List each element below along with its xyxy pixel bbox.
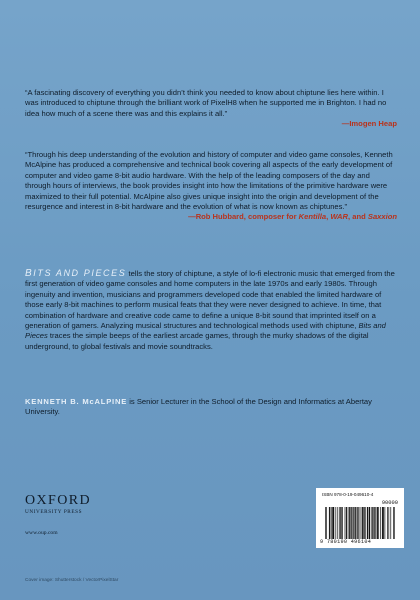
barcode-bar bbox=[339, 507, 340, 539]
barcode-bar bbox=[394, 507, 395, 539]
barcode-bar bbox=[387, 507, 388, 539]
barcode-bar bbox=[330, 507, 331, 539]
barcode-bar bbox=[355, 507, 356, 539]
author-bio-text: is Senior Lecturer in the School of the Design and Informatics at Abertay University. bbox=[25, 397, 372, 417]
attribution-separator: , bbox=[326, 212, 331, 222]
barcode-bar bbox=[347, 507, 348, 539]
barcode-bar bbox=[367, 507, 368, 539]
barcode-bar bbox=[326, 507, 327, 539]
barcode-bar bbox=[340, 507, 341, 539]
barcode-bar bbox=[380, 507, 381, 539]
barcode-bar bbox=[374, 507, 375, 539]
barcode-bar bbox=[356, 507, 357, 539]
game-title-saxxion: Saxxion bbox=[367, 212, 397, 222]
barcode-bar bbox=[333, 507, 334, 539]
barcode-bar bbox=[351, 507, 352, 539]
barcode-bar bbox=[354, 507, 355, 539]
quote-text: “A fascinating discovery of everything you didn’t think you needed to know about chiptune lies here within. I was introduced to chiptune through the brilliant work of PixelH8 when he supported me in Brighton. I had no idea how much of a scene there was and this explains it all.” bbox=[25, 88, 387, 118]
barcode-bar bbox=[388, 507, 389, 539]
barcode-bars bbox=[325, 507, 395, 539]
quote-text: “Through his deep understanding of the evolution and history of computer and video game consoles, Kenneth McAlpine has produced a comprehensive and technical book covering all aspects of the early development of computer and video game 8-bit audio hardware. With the help of the leading composers of the day and through hours of interviews, the book provides insight into how the limitations of the primitive hardware were maximized to their full potential. McAlpine also gives unique insight into the origin and development of the resurgence and interest in 8-bit hardware and the evolution of what is now known as chiptunes.” bbox=[25, 150, 393, 212]
barcode-bar bbox=[341, 507, 342, 539]
barcode-bar bbox=[350, 507, 351, 539]
attribution-separator: , and bbox=[348, 212, 368, 222]
barcode-bar bbox=[377, 507, 378, 539]
barcode-bar bbox=[362, 507, 363, 539]
barcode-bar bbox=[360, 507, 361, 539]
quote-attribution bbox=[25, 212, 397, 222]
barcode-bar bbox=[383, 507, 384, 539]
price-code: 90000 bbox=[381, 500, 398, 506]
barcode-bar bbox=[345, 507, 346, 539]
barcode-bar bbox=[362, 507, 363, 539]
barcode-bar bbox=[383, 507, 384, 539]
barcode-bar bbox=[393, 507, 394, 539]
barcode-bar bbox=[378, 507, 379, 539]
barcode-bar bbox=[334, 507, 335, 539]
barcode-bar bbox=[349, 507, 350, 539]
attribution-prefix: —Rob Hubbard, composer for bbox=[188, 212, 299, 222]
barcode-bar bbox=[352, 507, 353, 539]
barcode-bar bbox=[325, 507, 326, 539]
isbn-barcode bbox=[316, 488, 404, 548]
quote-rob-hubbard bbox=[25, 150, 397, 223]
barcode-bar bbox=[368, 507, 369, 539]
quote-imogen-heap bbox=[25, 88, 397, 130]
barcode-bar bbox=[369, 507, 370, 539]
barcode-bar bbox=[363, 507, 364, 539]
author-bio bbox=[25, 397, 397, 418]
barcode-bar bbox=[349, 507, 350, 539]
barcode-bar bbox=[372, 507, 373, 539]
publisher-url: www.oup.com bbox=[25, 530, 58, 536]
barcode-bar bbox=[358, 507, 359, 539]
barcode-bar bbox=[385, 507, 386, 539]
barcode-bar bbox=[375, 507, 376, 539]
barcode-bar bbox=[357, 507, 358, 539]
barcode-bar bbox=[346, 507, 347, 539]
barcode-bar bbox=[373, 507, 374, 539]
book-description bbox=[25, 268, 397, 352]
game-title-kentilla: Kentilla bbox=[298, 212, 327, 222]
barcode-bar bbox=[390, 507, 391, 539]
book-title-lead bbox=[25, 268, 126, 278]
book-title-rest: ITS AND PIECES bbox=[33, 268, 127, 278]
barcode-bar bbox=[331, 507, 332, 539]
barcode-digits: 9 780190 496104 bbox=[320, 539, 372, 545]
barcode-bar bbox=[353, 507, 354, 539]
barcode-bar bbox=[332, 507, 333, 539]
quote-attribution: —Imogen Heap bbox=[341, 119, 397, 129]
barcode-bar bbox=[371, 507, 372, 539]
barcode-bar bbox=[329, 507, 330, 539]
publisher-press: UNIVERSITY PRESS bbox=[25, 509, 83, 515]
game-title-war: WAR bbox=[330, 212, 349, 222]
publisher-logo bbox=[25, 493, 91, 516]
barcode-bar bbox=[335, 507, 336, 539]
barcode-bar bbox=[382, 507, 383, 539]
barcode-bar bbox=[369, 507, 370, 539]
cover-credit: Cover image: Shutterstock / VectorPixelStar bbox=[25, 578, 119, 583]
author-name: KENNETH B. McALPINE bbox=[25, 397, 128, 406]
barcode-bar bbox=[364, 507, 365, 539]
barcode-bar bbox=[342, 507, 343, 539]
barcode-bar bbox=[377, 507, 378, 539]
description-part-2: traces the simple beeps of the earliest arcade games, through the murky shadows of the digital underground, to global festivals and movie soundtracks. bbox=[25, 331, 369, 351]
book-title-first-letter: B bbox=[25, 268, 34, 279]
isbn-label: ISBN 978-0-19-049610-4 bbox=[322, 492, 374, 497]
barcode-bar bbox=[337, 507, 338, 539]
description-part-1: tells the story of chiptune, a style of lo-fi electronic music that emerged from the first generation of video game consoles and home computers in the late 1970s and early 1980s. Through ingenuity and invention, musicians and programmers developed code that enabled the limited hardware of those early 8-bit machines to perform musical feats that they were never designed to achieve. In time, that combination of hardware and creative code came to define a unique 8-bit sound that imprinted itself on a generation of gamers. Analyzing musical structures and technological methods used with chiptune, bbox=[25, 269, 395, 331]
barcode-bar bbox=[365, 507, 366, 539]
publisher-name: OXFORD bbox=[25, 493, 91, 508]
book-title-inline: Bits and Pieces bbox=[25, 321, 386, 341]
